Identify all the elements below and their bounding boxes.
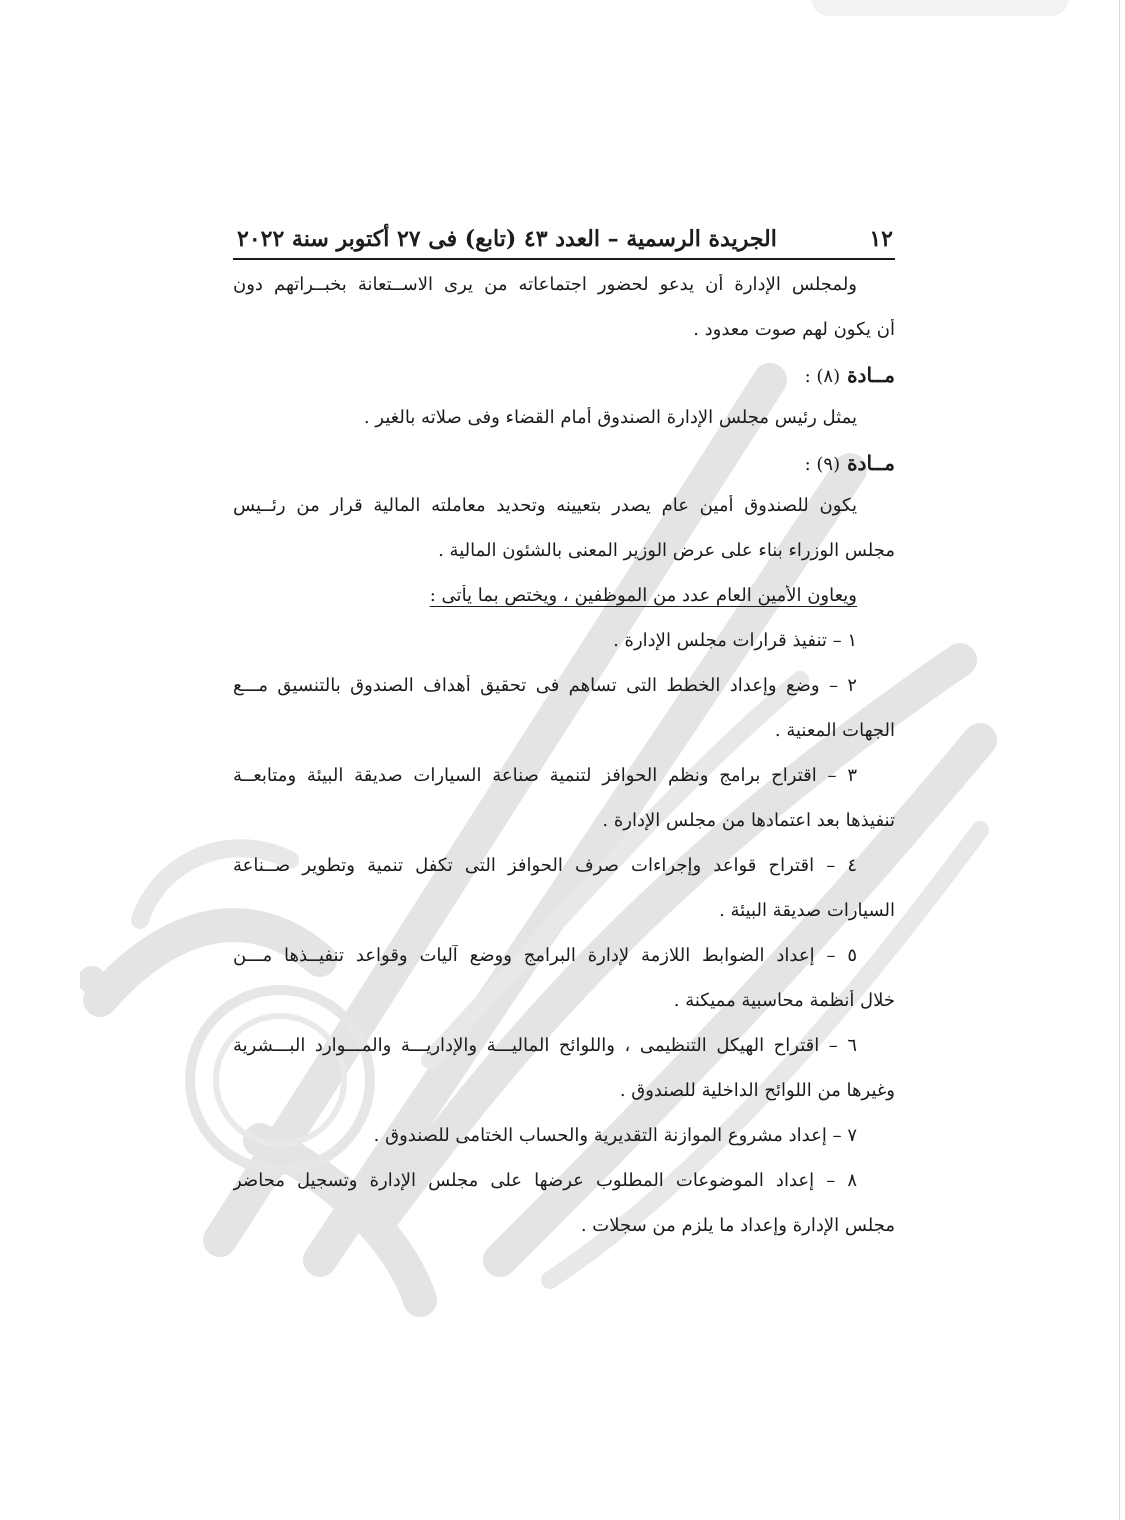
list-item: ٢ – وضع وإعداد الخطط التى تساهم فى تحقيق أهداف الصندوق بالتنسيق مـــع bbox=[233, 675, 857, 696]
window-tab-corner bbox=[812, 0, 1068, 16]
list-item: ٦ – اقتراح الهيكل التنظيمى ، واللوائح الماليـــة والإداريـــة والمـــوارد البـــشرية bbox=[233, 1035, 857, 1056]
paragraph-line: مجلس الوزراء بناء على عرض الوزير المعنى بالشئون المالية . bbox=[438, 540, 895, 561]
header-divider bbox=[233, 258, 895, 260]
article-heading bbox=[233, 452, 895, 495]
page-number: ١٢ bbox=[869, 226, 893, 252]
paragraph-line: يمثل رئيس مجلس الإدارة الصندوق أمام القضاء وفى صلاته بالغير . bbox=[363, 407, 857, 428]
page-header bbox=[233, 218, 895, 258]
page-edge-divider bbox=[1119, 0, 1120, 1520]
list-item: ٨ – إعداد الموضوعات المطلوب عرضها على مجلس الإدارة وتسجيل محاضر bbox=[233, 1170, 857, 1191]
gazette-title: الجريدة الرسمية – العدد ٤٣ (تابع) فى ٢٧ أكتوبر سنة ٢٠٢٢ bbox=[237, 226, 777, 252]
list-item-continuation: وغيرها من اللوائح الداخلية للصندوق . bbox=[619, 1080, 895, 1101]
list-item-continuation: خلال أنظمة محاسبية مميكنة . bbox=[673, 990, 895, 1011]
paragraph-line: يكون للصندوق أمين عام يصدر بتعيينه وتحديد معاملته المالية قرار من رئــيس bbox=[233, 495, 857, 516]
list-item-continuation: الجهات المعنية . bbox=[774, 720, 895, 741]
paragraph-line bbox=[233, 585, 895, 630]
article-number: (٨) : bbox=[804, 366, 841, 387]
list-item: ٧ – إعداد مشروع الموازنة التقديرية والحساب الختامى للصندوق . bbox=[373, 1125, 857, 1146]
list-item-continuation: السيارات صديقة البيئة . bbox=[719, 900, 895, 921]
list-item: ٣ – اقتراح برامج ونظم الحوافز لتنمية صناعة السيارات صديقة البيئة ومتابعــة bbox=[233, 765, 857, 786]
paragraph-line: ولمجلس الإدارة أن يدعو لحضور اجتماعاته من يرى الاســتعانة بخبــراتهم دون bbox=[233, 274, 857, 295]
list-item-continuation: مجلس الإدارة وإعداد ما يلزم من سجلات . bbox=[580, 1215, 895, 1236]
gazette-page bbox=[233, 218, 895, 1260]
article-label: مــادة bbox=[847, 364, 895, 387]
paragraph-line: أن يكون لهم صوت معدود . bbox=[693, 319, 895, 340]
article-heading bbox=[233, 364, 895, 407]
list-item: ٥ – إعداد الضوابط اللازمة لإدارة البرامج ووضع آليات وقواعد تنفيــذها مـــن bbox=[233, 945, 857, 966]
underlined-intro: ويعاون الأمين العام عدد من الموظفين ، ويختص بما يأتى : bbox=[429, 585, 857, 606]
article-label: مــادة bbox=[847, 452, 895, 475]
article-number: (٩) : bbox=[804, 454, 841, 475]
list-item: ٤ – اقتراح قواعد وإجراءات صرف الحوافز التى تكفل تنمية وتطوير صــناعة bbox=[233, 855, 857, 876]
list-item-continuation: تنفيذها بعد اعتمادها من مجلس الإدارة . bbox=[602, 810, 895, 831]
list-item: ١ – تنفيذ قرارات مجلس الإدارة . bbox=[613, 630, 857, 651]
